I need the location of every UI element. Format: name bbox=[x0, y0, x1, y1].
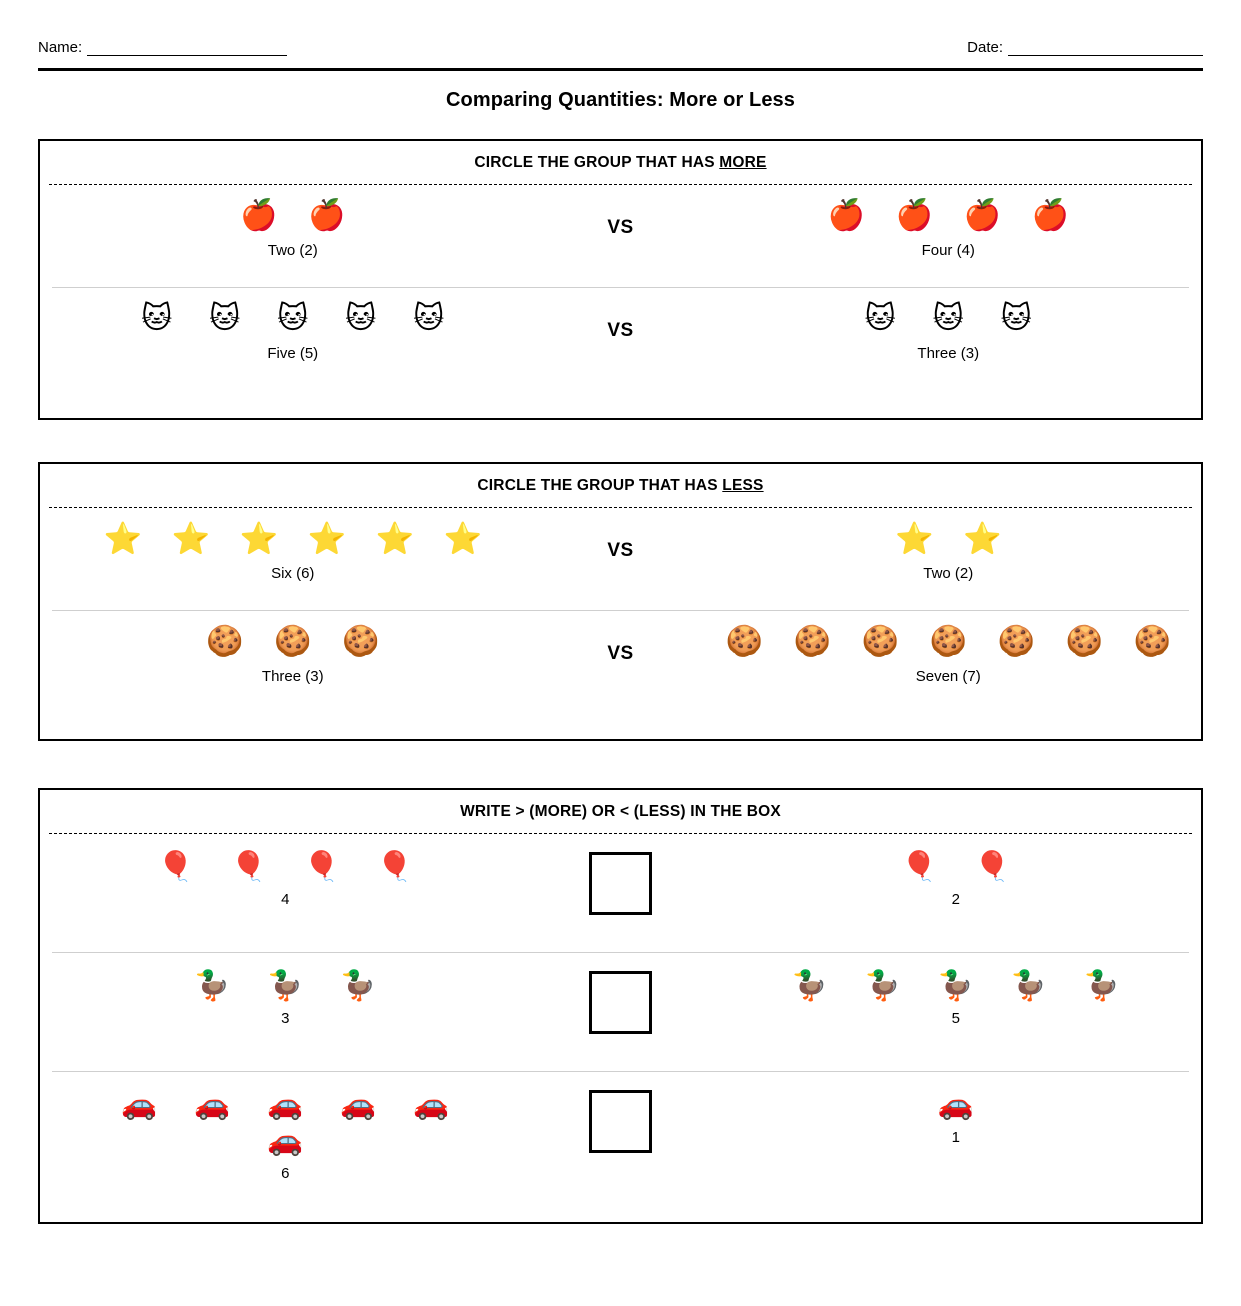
cookie-icon: 🍪 bbox=[997, 624, 1035, 659]
duck-icon: 🦆 bbox=[340, 968, 377, 1002]
cat-face-icon: 🐱 bbox=[413, 301, 445, 336]
box-group-right bbox=[711, 1072, 1202, 1145]
group-right-label: Two (2) bbox=[923, 565, 974, 582]
section-1-title-prefix: CIRCLE THE GROUP THAT HAS bbox=[474, 154, 720, 171]
balloon-icon: 🎈 bbox=[157, 849, 194, 883]
cookie-icon: 🍪 bbox=[1133, 624, 1171, 659]
section-1-title bbox=[40, 141, 1201, 184]
group-left-label: Three (3) bbox=[261, 668, 324, 685]
star-icon: ⭐ bbox=[375, 521, 415, 557]
car-icon: 🚗 bbox=[937, 1087, 974, 1121]
icon-group-left bbox=[176, 967, 395, 1003]
count-label-right: 1 bbox=[951, 1129, 960, 1146]
star-icon: ⭐ bbox=[239, 521, 279, 557]
icon-group-right bbox=[883, 848, 1029, 884]
star-icon: ⭐ bbox=[962, 521, 1002, 557]
answer-box[interactable] bbox=[589, 1090, 652, 1153]
duck-icon: 🦆 bbox=[937, 968, 974, 1002]
compare-row bbox=[40, 288, 1201, 392]
group-left[interactable] bbox=[40, 508, 546, 581]
apple-icon: 🍎 bbox=[963, 198, 1001, 233]
cookie-icon: 🍪 bbox=[206, 624, 244, 659]
cookie-icon: 🍪 bbox=[793, 624, 831, 659]
star-icon: ⭐ bbox=[171, 521, 211, 557]
balloon-icon: 🎈 bbox=[230, 849, 267, 883]
worksheet-header bbox=[38, 34, 1203, 68]
count-label-right: 5 bbox=[951, 1010, 960, 1027]
apple-icon: 🍎 bbox=[240, 198, 278, 233]
duck-icon: 🦆 bbox=[267, 968, 304, 1002]
icon-group-right bbox=[812, 198, 1084, 234]
balloon-icon: 🎈 bbox=[901, 849, 938, 883]
count-label-right: 2 bbox=[951, 891, 960, 908]
group-left-label: Six (6) bbox=[271, 565, 315, 582]
car-icon: 🚗 bbox=[267, 1087, 304, 1121]
group-right-label: Four (4) bbox=[921, 242, 975, 259]
answer-cell bbox=[531, 834, 711, 915]
cat-face-icon: 🐱 bbox=[277, 301, 309, 336]
section-circle-more bbox=[38, 139, 1203, 420]
apple-icon: 🍎 bbox=[827, 198, 865, 233]
count-label-left: 6 bbox=[281, 1165, 290, 1182]
cat-face-icon: 🐱 bbox=[345, 301, 377, 336]
group-right[interactable] bbox=[696, 611, 1202, 684]
page-title: Comparing Quantities: More or Less bbox=[445, 89, 795, 111]
star-icon: ⭐ bbox=[443, 521, 483, 557]
name-write-line[interactable] bbox=[87, 45, 287, 56]
icon-group-left bbox=[70, 1086, 500, 1158]
balloon-icon: 🎈 bbox=[376, 849, 413, 883]
name-field[interactable] bbox=[38, 40, 287, 56]
count-label-left: 3 bbox=[281, 1010, 290, 1027]
balloon-icon: 🎈 bbox=[303, 849, 340, 883]
apple-icon: 🍎 bbox=[1031, 198, 1069, 233]
section-2-title-emphasis: LESS bbox=[722, 477, 764, 494]
icon-group-left bbox=[225, 198, 361, 234]
group-right[interactable] bbox=[696, 185, 1202, 258]
cookie-icon: 🍪 bbox=[861, 624, 899, 659]
name-label: Name: bbox=[38, 39, 83, 56]
duck-icon: 🦆 bbox=[791, 968, 828, 1002]
cookie-icon: 🍪 bbox=[725, 624, 763, 659]
section-3-title: WRITE > (MORE) OR < (LESS) IN THE BOX bbox=[460, 803, 781, 820]
box-row bbox=[40, 1072, 1201, 1240]
cat-face-icon: 🐱 bbox=[932, 301, 964, 336]
balloon-icon: 🎈 bbox=[974, 849, 1011, 883]
compare-row bbox=[40, 185, 1201, 287]
car-icon: 🚗 bbox=[340, 1087, 377, 1121]
duck-icon: 🦆 bbox=[864, 968, 901, 1002]
group-left[interactable] bbox=[40, 288, 546, 361]
group-left[interactable] bbox=[40, 185, 546, 258]
icon-group-right bbox=[773, 967, 1138, 1003]
icon-group-right bbox=[710, 624, 1186, 660]
vs-label: VS bbox=[607, 540, 634, 561]
duck-icon: 🦆 bbox=[1083, 968, 1120, 1002]
section-circle-less bbox=[38, 462, 1203, 741]
box-group-left bbox=[40, 834, 531, 907]
apple-icon: 🍎 bbox=[308, 198, 346, 233]
section-write-symbol bbox=[38, 788, 1203, 1224]
car-icon: 🚗 bbox=[194, 1087, 231, 1121]
icon-group-right bbox=[919, 1086, 992, 1122]
answer-box[interactable] bbox=[589, 971, 652, 1034]
box-group-left bbox=[40, 1072, 531, 1181]
cookie-icon: 🍪 bbox=[929, 624, 967, 659]
date-label: Date: bbox=[967, 39, 1003, 56]
box-row bbox=[40, 953, 1201, 1071]
star-icon: ⭐ bbox=[307, 521, 347, 557]
box-row bbox=[40, 834, 1201, 952]
duck-icon: 🦆 bbox=[1010, 968, 1047, 1002]
vs-label: VS bbox=[607, 320, 634, 341]
cookie-icon: 🍪 bbox=[274, 624, 312, 659]
icon-group-right bbox=[880, 521, 1016, 557]
compare-row bbox=[40, 508, 1201, 610]
group-right[interactable] bbox=[696, 288, 1202, 361]
compare-row bbox=[40, 611, 1201, 715]
duck-icon: 🦆 bbox=[194, 968, 231, 1002]
count-label-left: 4 bbox=[281, 891, 290, 908]
answer-box[interactable] bbox=[589, 852, 652, 915]
cat-face-icon: 🐱 bbox=[1000, 301, 1032, 336]
group-left[interactable] bbox=[40, 611, 546, 684]
vs-label: VS bbox=[607, 217, 634, 238]
cat-face-icon: 🐱 bbox=[209, 301, 241, 336]
vs-label: VS bbox=[607, 643, 634, 664]
cookie-icon: 🍪 bbox=[1065, 624, 1103, 659]
section-2-title-prefix: CIRCLE THE GROUP THAT HAS bbox=[477, 477, 723, 494]
car-icon: 🚗 bbox=[121, 1087, 158, 1121]
cat-face-icon: 🐱 bbox=[864, 301, 896, 336]
icon-group-right bbox=[846, 301, 1050, 337]
icon-group-left bbox=[191, 624, 395, 660]
car-icon: 🚗 bbox=[267, 1123, 304, 1157]
group-right-label: Seven (7) bbox=[915, 668, 981, 685]
section-1-title-emphasis: MORE bbox=[719, 154, 767, 171]
star-icon: ⭐ bbox=[894, 521, 934, 557]
cat-face-icon: 🐱 bbox=[141, 301, 173, 336]
icon-group-left bbox=[123, 301, 463, 337]
box-group-left bbox=[40, 953, 531, 1026]
icon-group-left bbox=[139, 848, 431, 884]
section-2-title bbox=[40, 464, 1201, 507]
group-right-label: Three (3) bbox=[917, 345, 980, 362]
answer-cell bbox=[531, 953, 711, 1034]
header-divider bbox=[38, 68, 1203, 71]
box-group-right bbox=[711, 953, 1202, 1026]
answer-cell bbox=[531, 1072, 711, 1153]
car-icon: 🚗 bbox=[413, 1087, 450, 1121]
group-left-label: Two (2) bbox=[267, 242, 318, 259]
icon-group-left bbox=[89, 521, 497, 557]
star-icon: ⭐ bbox=[103, 521, 143, 557]
group-left-label: Five (5) bbox=[267, 345, 319, 362]
date-field[interactable] bbox=[967, 40, 1203, 56]
date-write-line[interactable] bbox=[1008, 45, 1203, 56]
box-group-right bbox=[711, 834, 1202, 907]
group-right[interactable] bbox=[696, 508, 1202, 581]
apple-icon: 🍎 bbox=[895, 198, 933, 233]
cookie-icon: 🍪 bbox=[342, 624, 380, 659]
